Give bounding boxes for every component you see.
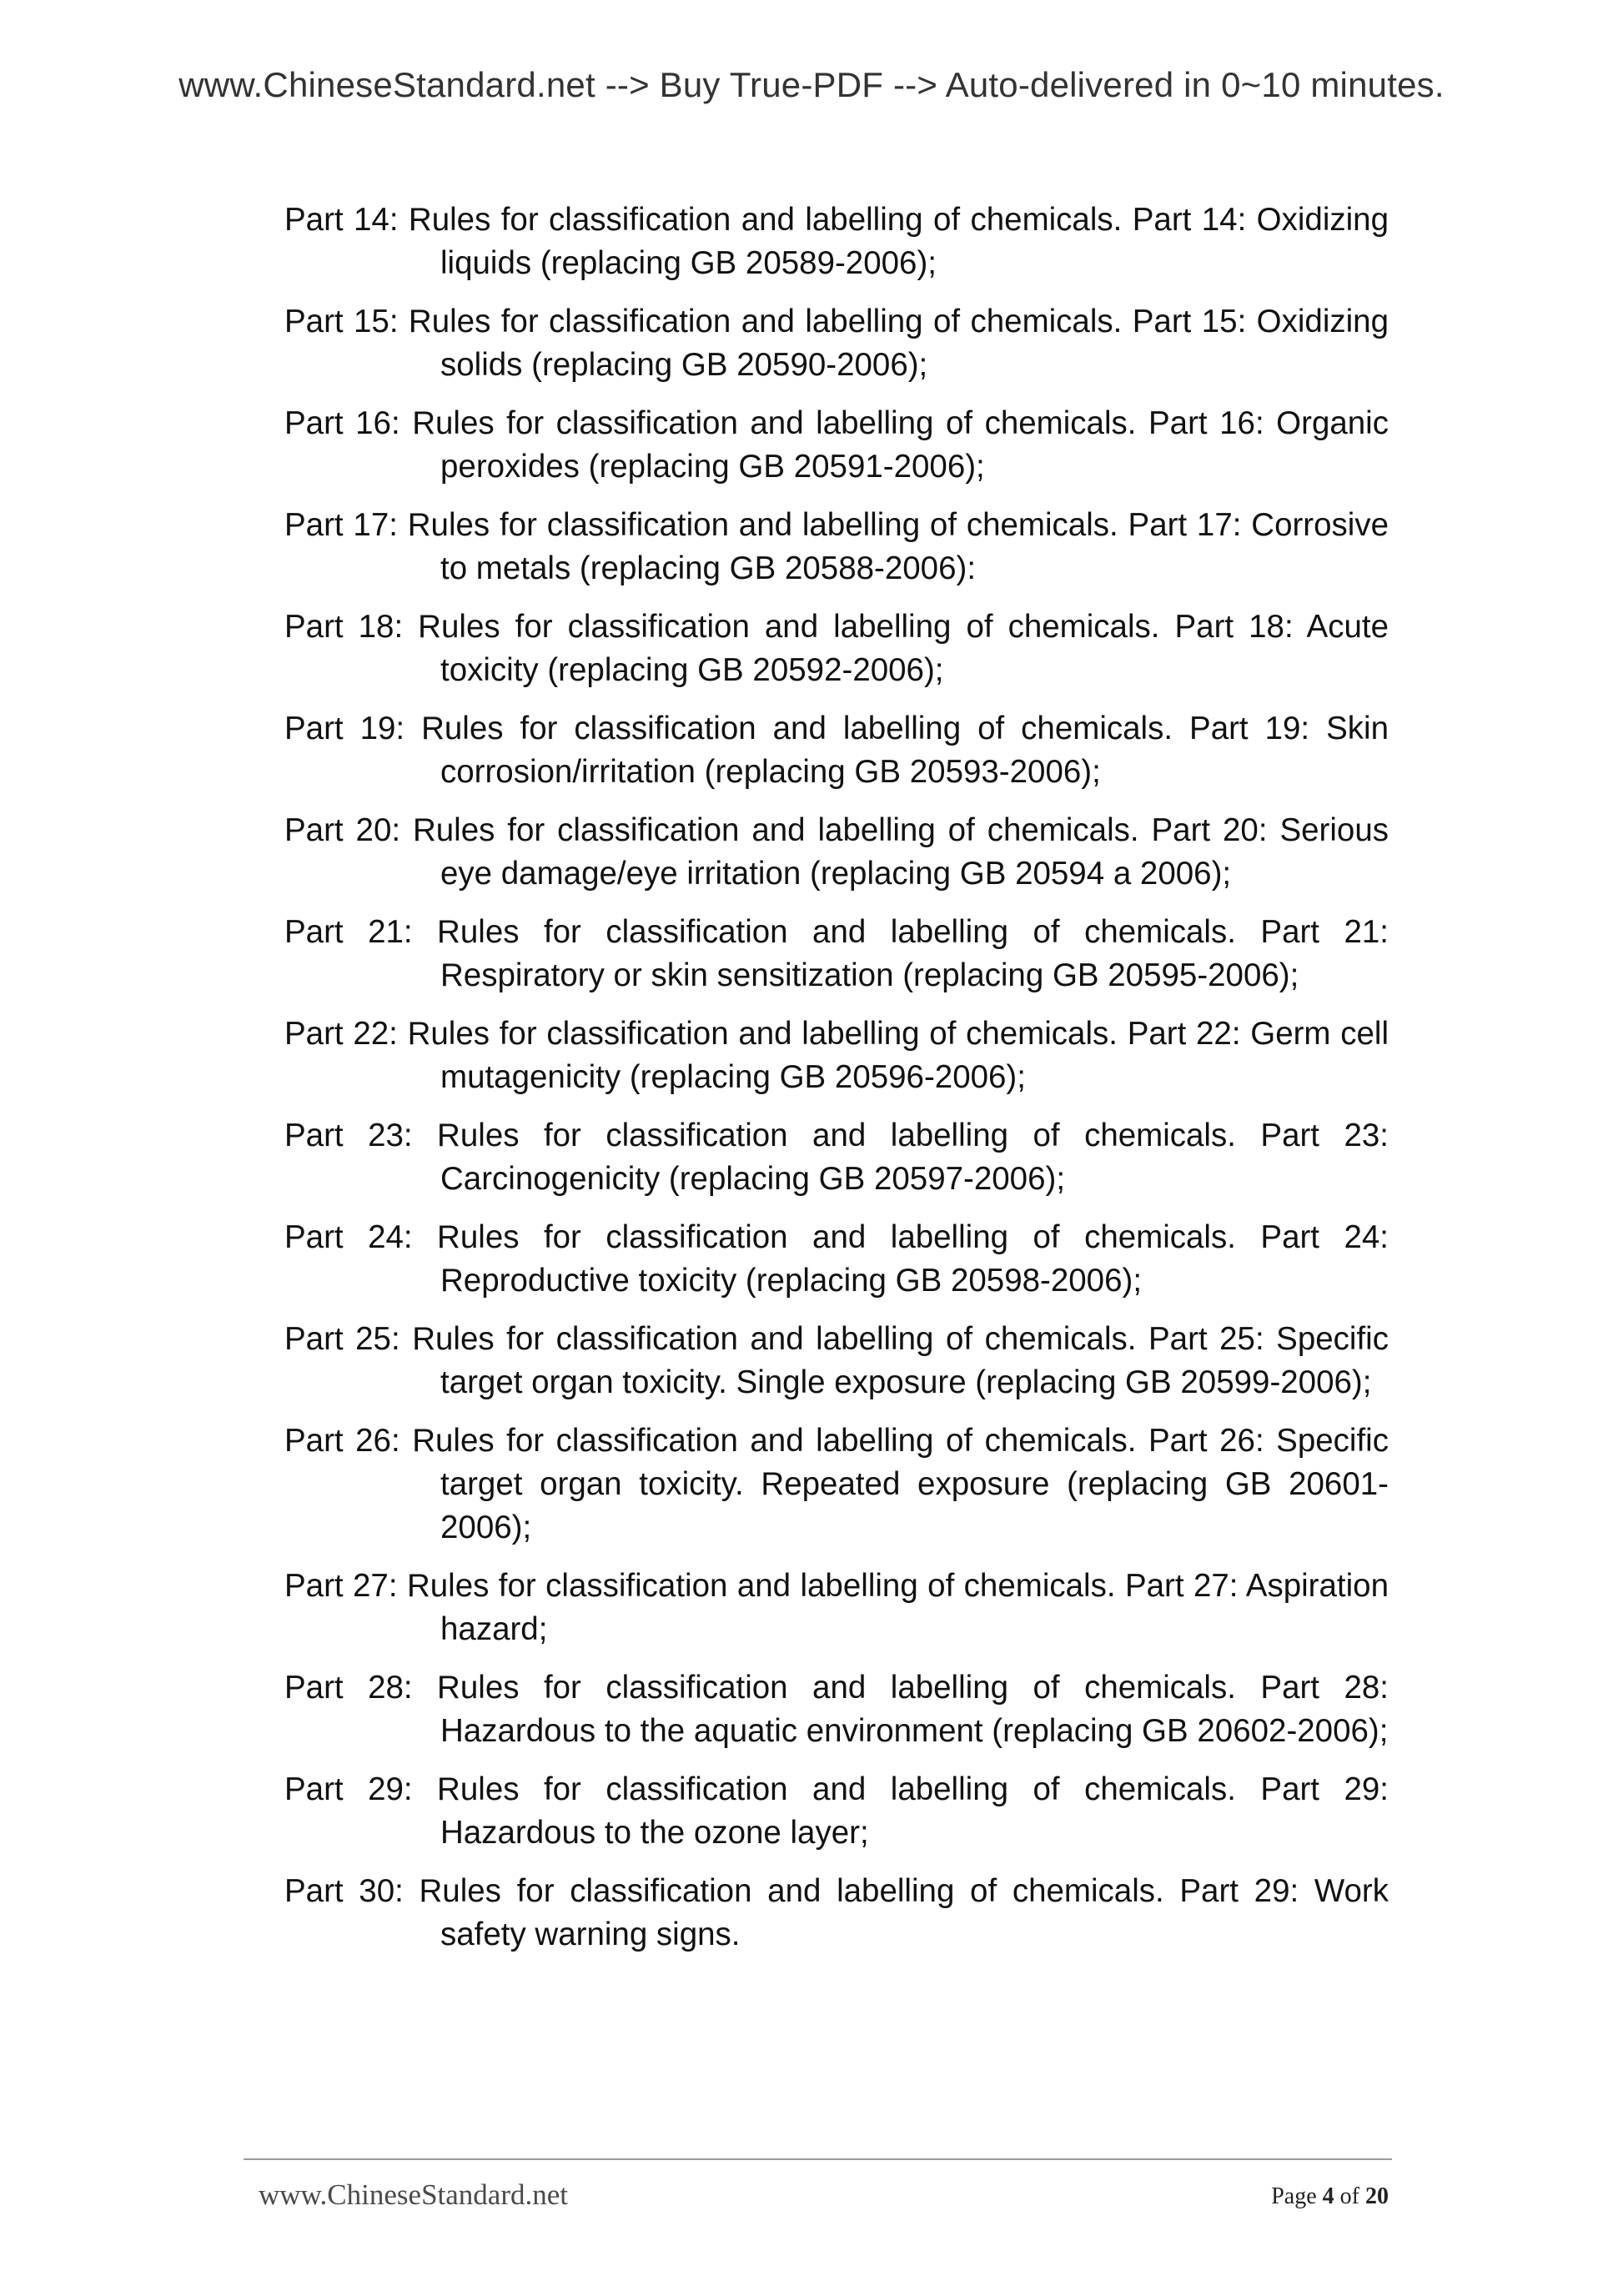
list-item: Part 30: Rules for classification and labelling of chemicals. Part 29: Work safety warning signs. xyxy=(284,1873,1389,1952)
page-total: 20 xyxy=(1365,2183,1389,2209)
list-item: Part 29: Rules for classification and labelling of chemicals. Part 29: Hazardous to the ozone layer; xyxy=(284,1771,1389,1851)
page-prefix: Page xyxy=(1271,2183,1317,2209)
list-item: Part 18: Rules for classification and labelling of chemicals. Part 18: Acute toxicity (replacing GB 20592-2006); xyxy=(284,609,1389,688)
list-item: Part 24: Rules for classification and labelling of chemicals. Part 24: Reproductive toxicity (replacing GB 20598-2006); xyxy=(284,1219,1389,1299)
list-item: Part 23: Rules for classification and labelling of chemicals. Part 23: Carcinogenicity (replacing GB 20597-2006); xyxy=(284,1118,1389,1197)
list-item: Part 20: Rules for classification and labelling of chemicals. Part 20: Serious eye damage/eye irritation (replacing GB 20594 a 2006); xyxy=(284,812,1389,892)
parts-list xyxy=(284,198,1389,1972)
list-item: Part 25: Rules for classification and labelling of chemicals. Part 25: Specific target organ toxicity. Single exposure (replacing GB 20599-2006); xyxy=(284,1321,1389,1400)
page-of: of xyxy=(1339,2183,1359,2209)
list-item: Part 16: Rules for classification and labelling of chemicals. Part 16: Organic peroxides (replacing GB 20591-2006); xyxy=(284,405,1389,485)
list-item: Part 22: Rules for classification and labelling of chemicals. Part 22: Germ cell mutagenicity (replacing GB 20596-2006); xyxy=(284,1016,1389,1095)
list-item: Part 14: Rules for classification and labelling of chemicals. Part 14: Oxidizing liquids (replacing GB 20589-2006); xyxy=(284,202,1389,281)
list-item: Part 19: Rules for classification and labelling of chemicals. Part 19: Skin corrosion/irritation (replacing GB 20593-2006); xyxy=(284,711,1389,790)
page-number xyxy=(1271,2183,1389,2210)
footer-divider xyxy=(244,2158,1392,2160)
header-banner: www.ChineseStandard.net --> Buy True-PDF --> Auto-delivered in 0~10 minutes. xyxy=(178,65,1445,104)
page-current: 4 xyxy=(1322,2183,1334,2209)
list-item: Part 28: Rules for classification and labelling of chemicals. Part 28: Hazardous to the aquatic environment (replacing GB 20602-2006); xyxy=(284,1670,1389,1749)
list-item: Part 26: Rules for classification and labelling of chemicals. Part 26: Specific target organ toxicity. Repeated exposure (replacing GB 20601-2006); xyxy=(284,1423,1389,1545)
list-item: Part 15: Rules for classification and labelling of chemicals. Part 15: Oxidizing solids (replacing GB 20590-2006); xyxy=(284,304,1389,383)
page-footer xyxy=(259,2178,1389,2220)
list-item: Part 27: Rules for classification and labelling of chemicals. Part 27: Aspiration hazard; xyxy=(284,1568,1389,1647)
footer-website-link[interactable]: www.ChineseStandard.net xyxy=(259,2178,568,2211)
list-item: Part 21: Rules for classification and labelling of chemicals. Part 21: Respiratory or skin sensitization (replacing GB 20595-2006); xyxy=(284,914,1389,993)
list-item: Part 17: Rules for classification and labelling of chemicals. Part 17: Corrosive to metals (replacing GB 20588-2006): xyxy=(284,507,1389,586)
